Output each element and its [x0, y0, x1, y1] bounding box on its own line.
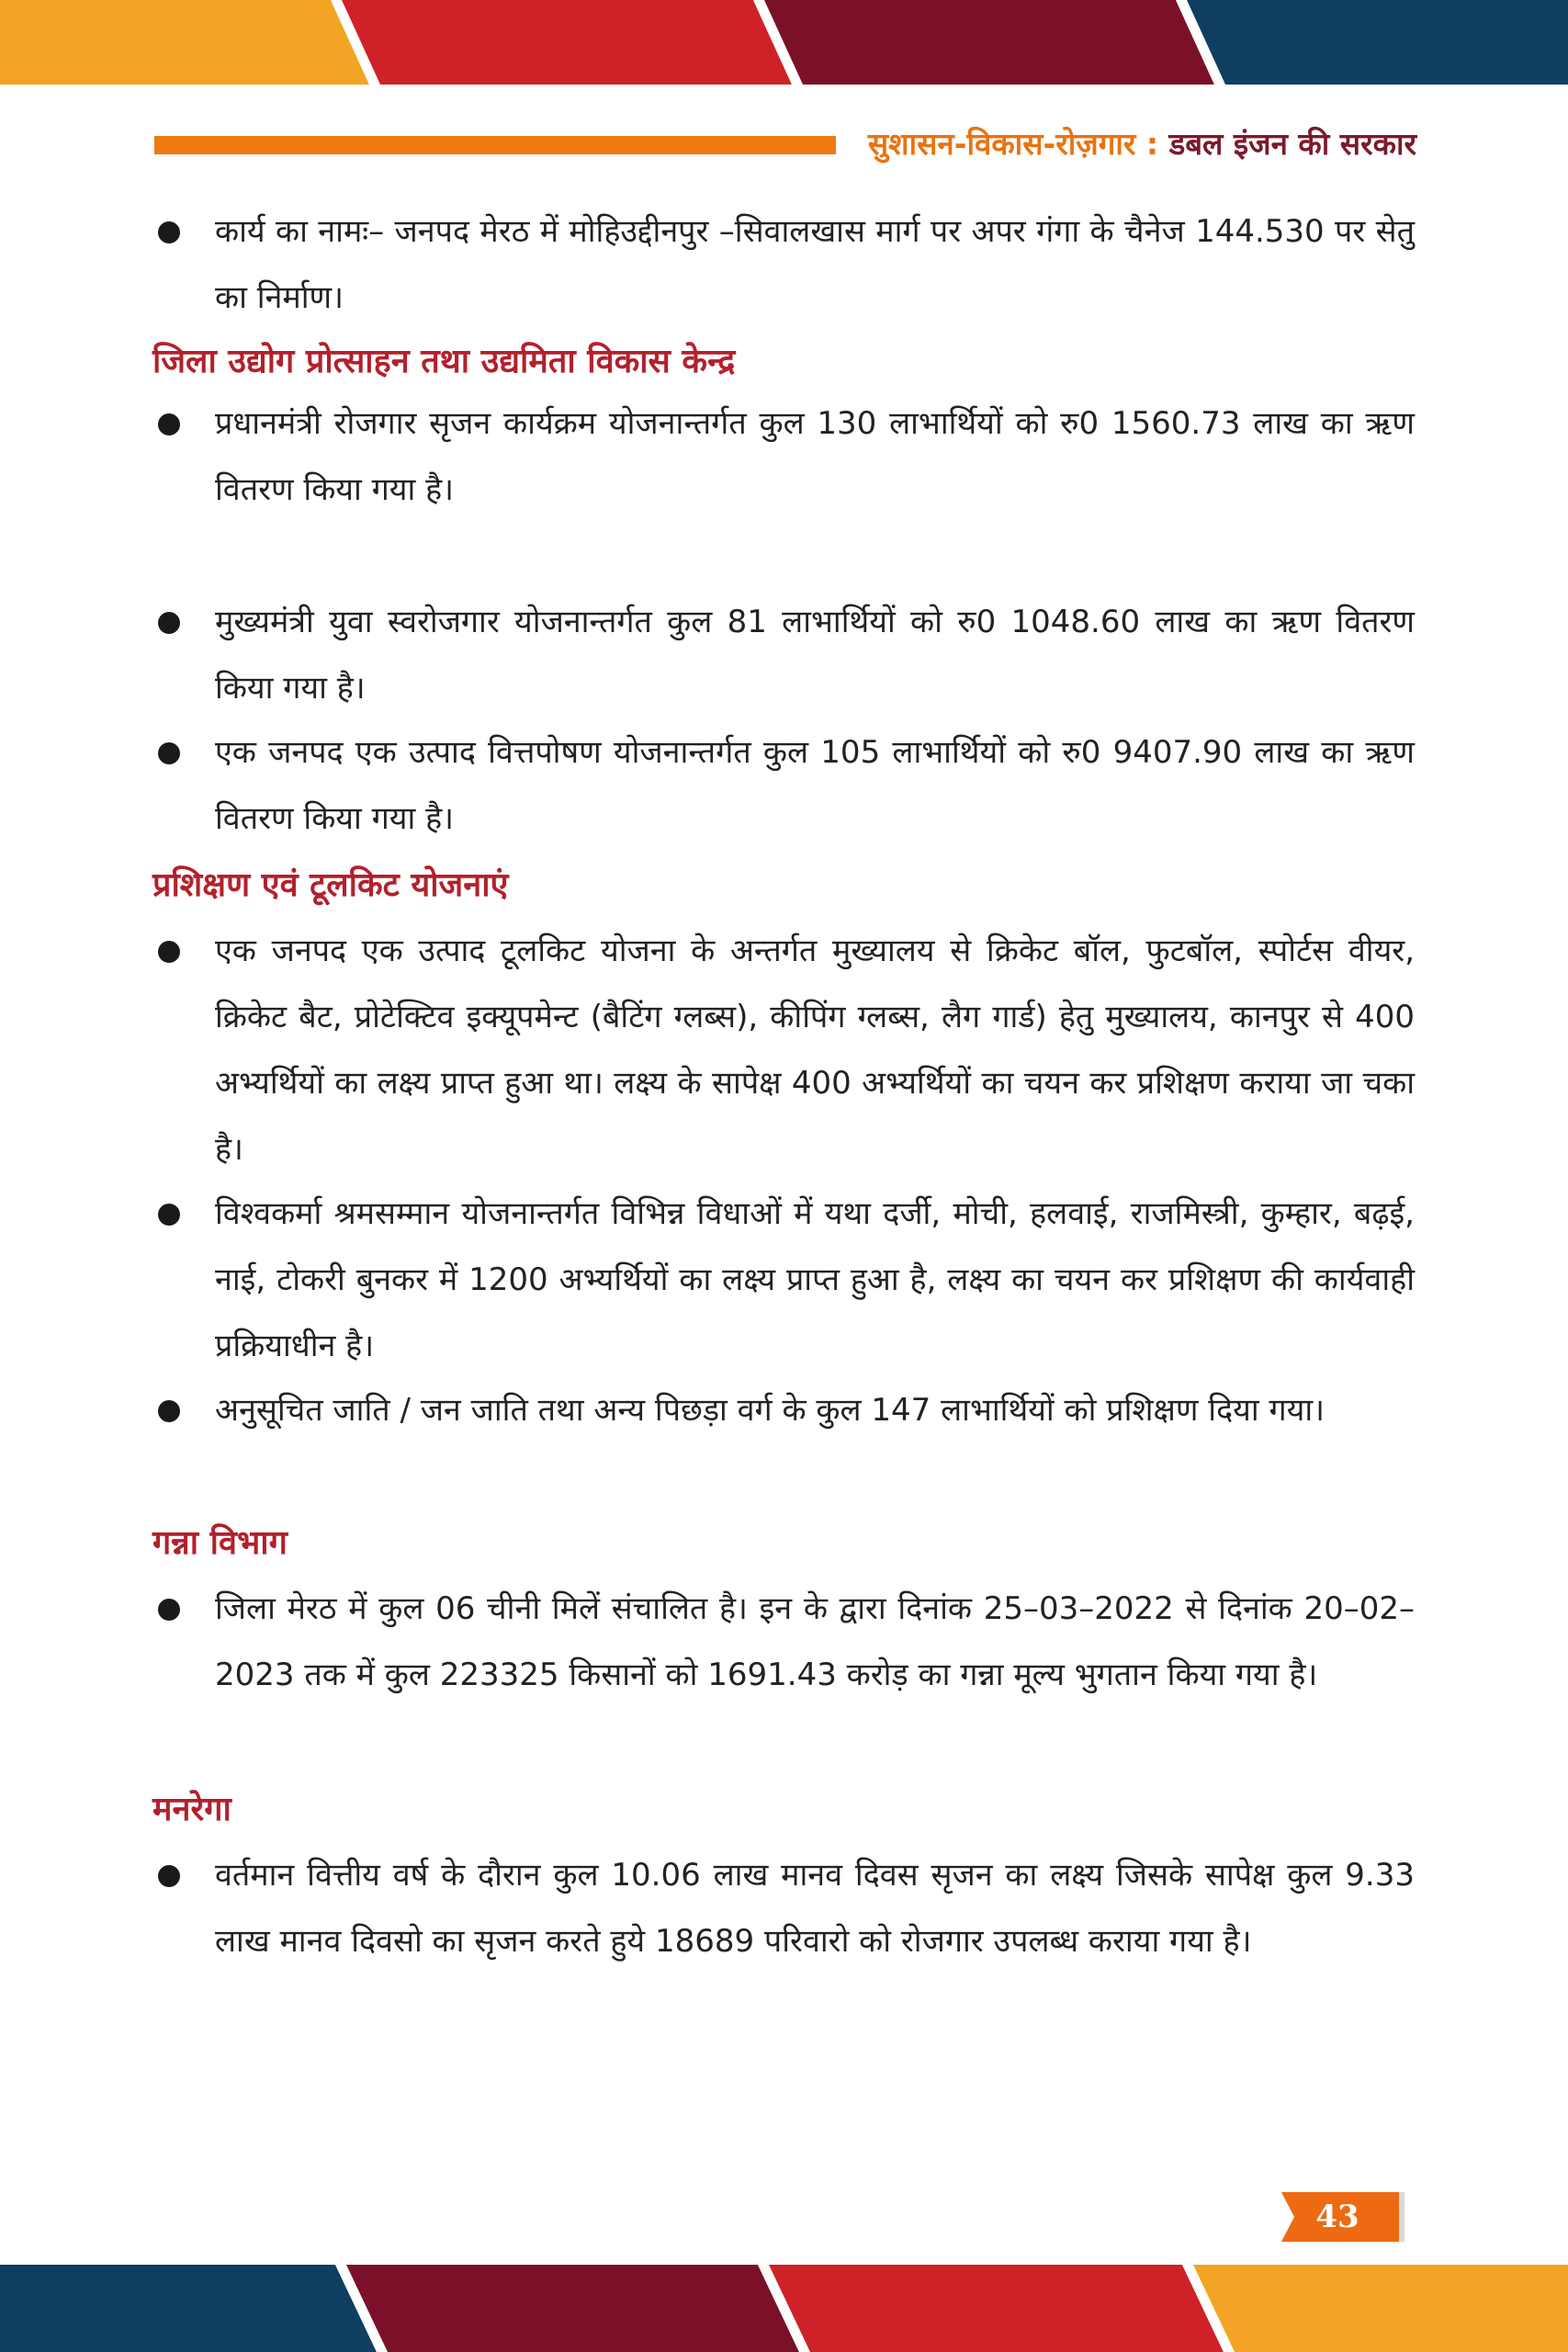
header-accent-rule: [154, 136, 836, 154]
section-heading-sugarcane: गन्ना विभाग: [152, 1524, 288, 1562]
bullet-icon: [158, 413, 180, 435]
bullet-icon: [158, 1599, 180, 1621]
bullet-icon: [158, 1865, 180, 1887]
bullet-icon: [158, 612, 180, 634]
page-number: 43: [1315, 2199, 1359, 2235]
bullet-icon: [158, 1204, 180, 1226]
list-item-text: वर्तमान वित्तीय वर्ष के दौरान कुल 10.06 लाख मानव दिवस सृजन का लक्ष्य जिसके सापेक्ष कुल 9.33 लाख मानव दिवसो का सृजन करते हुये 18689 परिवारो को रोजगार उपलब्ध कराया गया है।: [215, 1857, 1415, 1960]
list-item-text: प्रधानमंत्री रोजगार सृजन कार्यक्रम योजनान्तर्गत कुल 130 लाभार्थियों को रु0 1560.73 लाख का ऋण वितरण किया गया है।: [215, 405, 1415, 508]
header-title: [856, 121, 1416, 167]
header-title-part1: सुशासन-विकास-रोज़गार :: [867, 126, 1169, 162]
bullet-icon: [158, 1400, 180, 1422]
list-item-text: जिला मेरठ में कुल 06 चीनी मिलें संचालित है। इन के द्वारा दिनांक 25–03–2022 से दिनांक 20–02–2023 तक में कुल 223325 किसानों को 1691.43 करोड़ का गन्ना मूल्य भुगतान किया गया है।: [215, 1590, 1415, 1693]
section-heading-training: प्रशिक्षण एवं टूलकिट योजनाएं: [152, 866, 509, 904]
section-heading-industry: जिला उद्योग प्रोत्साहन तथा उद्यमिता विकास केन्द्र: [152, 343, 736, 380]
list-item-text: विश्वकर्मा श्रमसम्मान योजनान्तर्गत विभिन्न विधाओं में यथा दर्जी, मोची, हलवाई, राजमिस्त्री, कुम्हार, बढ़ई, नाई, टोकरी बुनकर में 1200 अभ्यर्थियों का लक्ष्य प्राप्त हुआ है, लक्ष्य का चयन कर प्रशिक्षण की कार्यवाही प्रक्रियाधीन है।: [215, 1195, 1415, 1364]
bullet-icon: [158, 941, 180, 963]
list-item-text: अनुसूचित जाति / जन जाति तथा अन्य पिछड़ा वर्ग के कुल 147 लाभार्थियों को प्रशिक्षण दिया गया।: [215, 1392, 1325, 1429]
list-item-text: मुख्यमंत्री युवा स्वरोजगार योजनान्तर्गत कुल 81 लाभार्थियों को रु0 1048.60 लाख का ऋण वितरण किया गया है।: [215, 604, 1415, 707]
list-item-text: एक जनपद एक उत्पाद टूलकिट योजना के अन्तर्गत मुख्यालय से क्रिकेट बॉल, फुटबॉल, स्पोर्टस वीयर, क्रिकेट बैट, प्रोटेक्टिव इक्यूपमेन्ट (बैटिंग ग्लब्स), कीपिंग ग्लब्स, लैग गार्ड) हेतु मुख्यालय, कानपुर से 400 अभ्यर्थियों का लक्ष्य प्राप्त हुआ था। लक्ष्य के सापेक्ष 400 अभ्यर्थियों का चयन कर प्रशिक्षण कराया जा चका है।: [215, 933, 1415, 1168]
top-decorative-band: [0, 0, 1568, 85]
bullet-icon: [158, 221, 180, 243]
bullet-icon: [158, 742, 180, 764]
header-title-part2: डबल इंजन की सरकार: [1168, 126, 1416, 162]
page-number-tab: [1281, 2192, 1408, 2242]
section-heading-mgnrega: मनरेगा: [152, 1791, 231, 1828]
bottom-decorative-band: [0, 2265, 1568, 2352]
list-item-text: एक जनपद एक उत्पाद वित्तपोषण योजनान्तर्गत कुल 105 लाभार्थियों को रु0 9407.90 लाख का ऋण वितरण किया गया है।: [215, 734, 1415, 837]
list-item-text: कार्य का नामः– जनपद मेरठ में मोहिउद्दीनपुर –सिवालखास मार्ग पर अपर गंगा के चैनेज 144.530 पर सेतु का निर्माण।: [215, 213, 1415, 316]
